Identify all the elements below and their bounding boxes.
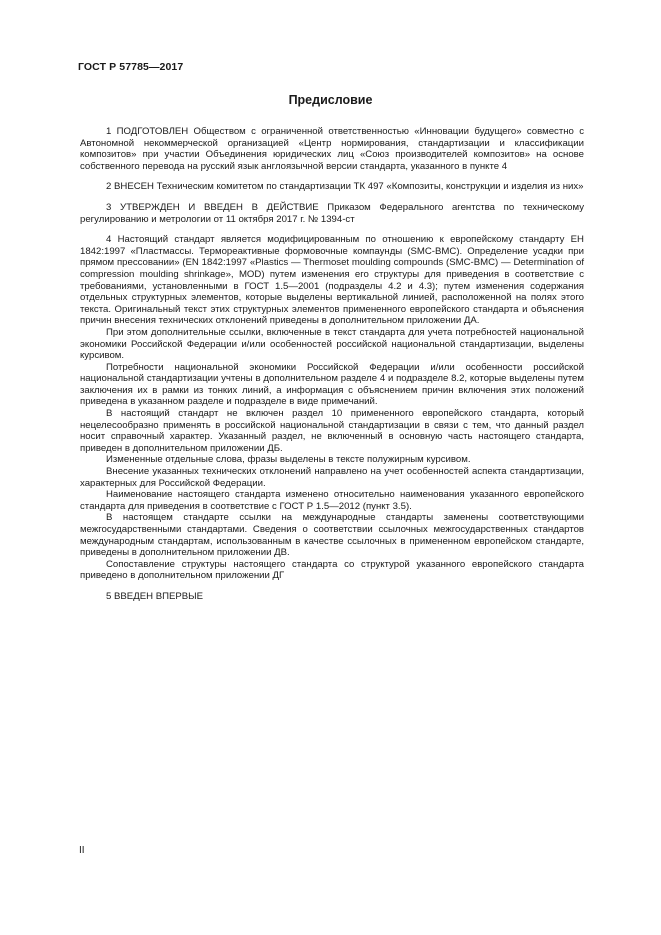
paragraph-4-structure-comparison: Сопоставление структуры настоящего стандарта со структурой указанного европейского стандарта приведено в дополнительном приложении ДГ	[80, 558, 584, 582]
paragraph-4-standards-replaced: В настоящем стандарте ссылки на международные стандарты заменены соответствующими межгосударственными стандартами. Сведения о соответствии ссылочных межгосударственных стандартов международным стандартам, использованным в качестве ссылочных в примененном европейском стандарте, приведены в дополнительном приложении ДВ.	[80, 512, 584, 559]
paragraph-5: 5 ВВЕДЕН ВПЕРВЫЕ	[106, 590, 204, 602]
paragraph-4-national-needs: Потребности национальной экономики Российской Федерации и/или особенности российской национальной стандартизации учтены в дополнительном разделе 4 и подразделе 8.2, которые выделены путем заключения их в рамки из тонких линий, а информация с объяснением причин включения этих положений приведена в указанном разделе и подразделе в виде примечаний.	[80, 361, 584, 408]
paragraph-4-title-change: Наименование настоящего стандарта изменено относительно наименования указанного европейского стандарта для приведения в соответствие с ГОСТ Р 1.5—2012 (пункт 3.5).	[80, 489, 584, 512]
page-title: Предисловие	[288, 93, 373, 107]
paragraph-1: 1 ПОДГОТОВЛЕН Обществом с ограниченной ответственностью «Инновации будущего» совместно с Автономной некоммерческой организацией «Центр нормирования, стандартизации и классификации композитов» при участии Объединения юридических лиц «Союз производителей композитов» на основе собственного перевода на русский язык англоязычной версии стандарта, указанного в пункте 4	[80, 126, 584, 172]
paragraph-4-main: 4 Настоящий стандарт является модифицированным по отношению к европейскому стандарту ЕН 1842:1997 «Пластмассы. Термореактивные формовочные компаунды (SMC-BMC). Определение усадки при прямом прессовании» (EN 1842:1997 «Plastics — Thermoset moulding compounds (SMC-BMC) — Determination of compression moulding shrinkage», MOD) путем изменения его структуры для приведения в соответствие с требованиями, установленными в ГОСТ 1.5—2001 (подразделы 4.2 и 4.3); путем изменения содержания отдельных структурных элементов, которые выделены вертикальной линией, расположенной на полях этого текста. Оригинальный текст этих структурных элементов примененного европейского стандарта и объяснения причин внесения технических отклонений приведены в дополнительном приложении ДА.	[80, 234, 584, 327]
foreword-body	[80, 126, 584, 603]
page-number: II	[79, 845, 85, 856]
document-code: ГОСТ Р 57785—2017	[78, 61, 184, 73]
paragraph-4-changed-words: Измененные отдельные слова, фразы выделены в тексте полужирным курсивом.	[106, 454, 471, 466]
paragraph-4-references: При этом дополнительные ссылки, включенные в текст стандарта для учета потребностей национальной экономики Российской Федерации и/или особенностей российской национальной стандартизации, выделены курсивом.	[80, 326, 584, 362]
paragraph-4-deviations: Внесение указанных технических отклонений направлено на учет особенностей аспекта стандартизации, характерных для Российской Федерации.	[80, 466, 584, 489]
paragraph-2: 2 ВНЕСЕН Техническим комитетом по стандартизации ТК 497 «Композиты, конструкции и изделия из них»	[106, 181, 584, 193]
paragraph-4-excluded-section: В настоящий стандарт не включен раздел 10 примененного европейского стандарта, который нецелесообразно применять в российской национальной стандартизации в связи с тем, что данный раздел носит справочный характер. Указанный раздел, не включенный в основную часть настоящего стандарта, приведен в дополнительном приложении ДБ.	[80, 408, 584, 454]
paragraph-3: 3 УТВЕРЖДЕН И ВВЕДЕН В ДЕЙСТВИЕ Приказом Федерального агентства по техническому регулированию и метрологии от 11 октября 2017 г. № 1394-ст	[80, 201, 584, 225]
